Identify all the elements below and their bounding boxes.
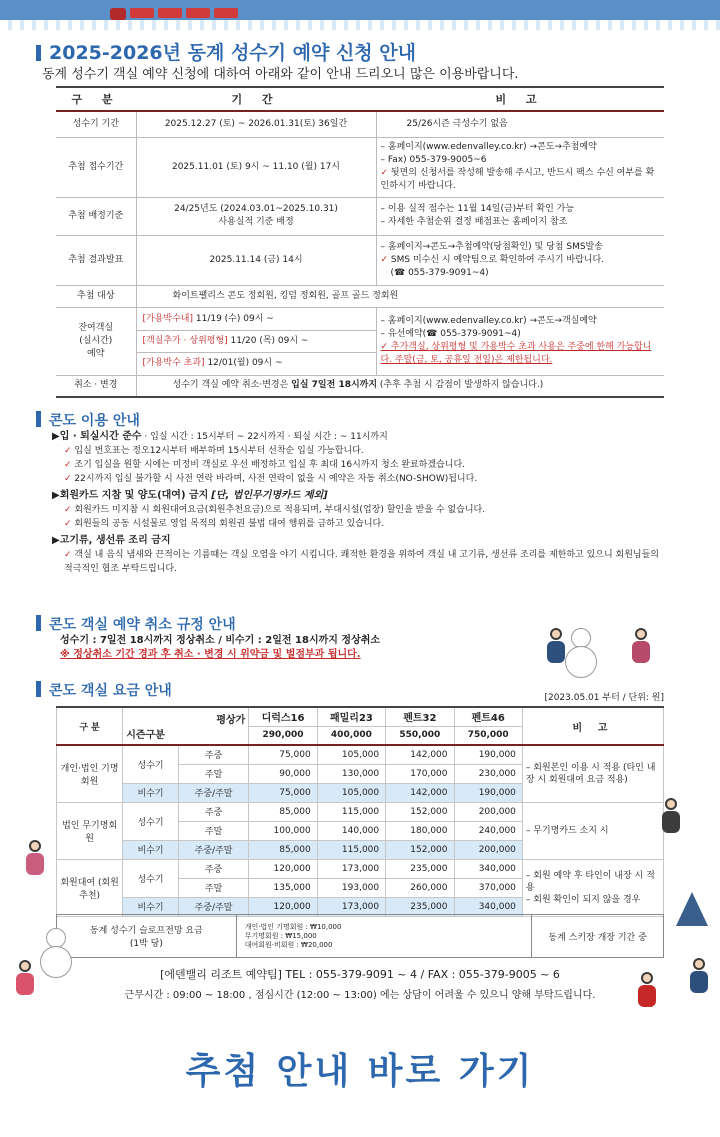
check-icon: ✓	[380, 342, 389, 352]
note-cell: – 홈페이지(www.edenvalley.co.kr) →콘도→객실예약 – 유선예약(☎ 055-379-9091~4) ✓ 추가객실, 상위평형 및 가용박수 초과 사용은 주중에 한해 가능합니다. 주말(금, 토, 공휴일 전일)은 제한됩니다.	[376, 307, 664, 375]
note-text: 자세한 추첨순위 결정 배점표는 홈페이지 참조	[387, 217, 568, 227]
season-label: 비수기	[123, 897, 179, 916]
slope-price: 대여회원·비회원 : ₩20,000	[244, 940, 333, 949]
row-label: 추첨 배정기준	[56, 197, 136, 235]
rate-cell: 142,000	[386, 783, 454, 802]
group-note: – 회원본인 이용 시 적용 (타인 내장 시 회원대여 요금 적용)	[522, 745, 663, 802]
note-cell: – 홈페이지(www.edenvalley.co.kr) →콘도→추첨예약 – Fax) 055-379-9005~6 ✓ 뒷면의 신청서를 작성해 발송해 주시고, 반드시 팩스 수신 여부를 확인하시기 바랍니다.	[376, 137, 664, 197]
winter-header-band	[0, 0, 720, 30]
rate-cell: 152,000	[386, 840, 454, 859]
header-note: 비 고	[376, 87, 664, 111]
check-icon: ✓	[380, 254, 389, 265]
head-division: 구 분	[57, 707, 123, 745]
rate-cell: 370,000	[454, 878, 522, 897]
season-label: 성수기	[123, 745, 179, 783]
rate-cell: 340,000	[454, 859, 522, 878]
room-name: 디럭스16	[249, 707, 317, 726]
rate-cell: 140,000	[317, 821, 385, 840]
cancel-policy-line: 성수기 : 7일전 18시까지 정상취소 / 비수기 : 2일전 18시까지 정상취소	[60, 635, 381, 646]
rates-table	[56, 706, 664, 917]
page-title: 2025-2026년 동계 성수기 예약 신청 안내	[36, 38, 416, 65]
season-label: 성수기	[123, 802, 179, 840]
head-season: 시즌구분	[126, 730, 165, 741]
slope-price: 개인·법인 기명회원 : ₩10,000	[244, 922, 342, 931]
rate-cell: 85,000	[249, 840, 317, 859]
cooking-heading: ▶고기류, 생선류 조리 금지	[52, 535, 171, 546]
day-label: 주중/주말	[178, 783, 249, 802]
card-note: ✓ 회원카드 미지참 시 회원대여요금(회원추천요금)으로 적용되며, 부대시설(업장) 할인을 받을 수 없습니다.	[64, 505, 486, 515]
day-label: 주중/주말	[178, 897, 249, 916]
rate-cell: 120,000	[249, 897, 317, 916]
check-icon: ✓	[64, 460, 72, 470]
group-note: – 무기명카드 소지 시	[522, 802, 663, 859]
day-label: 주말	[178, 764, 249, 783]
check-icon: ✓	[64, 550, 72, 560]
checkin-note: ✓ 입실 번호표는 정오12시부터 배부하며 15시부터 선착순 입실 가능합니다.	[64, 446, 364, 456]
working-hours: 근무시간 : 09:00 ~ 18:00 , 점심시간 (12:00 ~ 13:00) 에는 상담이 어려울 수 있으니 양해 부탁드립니다.	[124, 990, 596, 1001]
slope-label-line: (1박 당)	[129, 939, 163, 949]
tag-date: 12/01(월) 09시 ~	[207, 357, 283, 368]
child-snowball-illustration	[630, 628, 652, 668]
rate-cell: 152,000	[386, 802, 454, 821]
reservation-schedule-table	[56, 86, 664, 398]
rate-cell: 115,000	[317, 840, 385, 859]
row-label: 추첨 대상	[56, 285, 136, 307]
slope-note: 동계 스키장 개장 기간 중	[532, 915, 664, 958]
row-label: 성수기 기간	[56, 111, 136, 137]
slope-prices	[236, 915, 532, 958]
header-period: 기 간	[136, 87, 376, 111]
note-text: 홈페이지(www.edenvalley.co.kr) →콘도→객실예약	[387, 316, 597, 326]
cooking-note: ✓ 객실 내 음식 냄새와 끈적이는 기름때는 객실 오염을 야기 시킵니다. 쾌적한 환경을 위하여 객실 내 고기류, 생선류 조리를 제한하고 있으니 회원님들의 적극적인 협조 부탁드립니다.	[64, 550, 660, 574]
period-line: 24/25년도 (2024.03.01~2025.10.31)	[174, 204, 338, 214]
group-name: 법인 무기명회원	[57, 802, 123, 859]
label-line: (실시간)	[79, 335, 113, 346]
row-label	[56, 307, 136, 375]
room-name: 펜트46	[454, 707, 522, 726]
list-price: 750,000	[454, 726, 522, 745]
day-label: 주중/주말	[178, 840, 249, 859]
rate-cell: 200,000	[454, 802, 522, 821]
rate-cell: 340,000	[454, 897, 522, 916]
head-size: 평상가	[216, 715, 246, 726]
checkin-note: ✓ 22시까지 입실 불가할 시 사전 연락 바라며, 사전 연락이 없을 시 예약은 자동 취소(NO-SHOW)됩니다.	[64, 474, 478, 484]
rate-cell: 75,000	[249, 783, 317, 802]
head-size-season	[123, 707, 249, 745]
checkin-times: · 입실 시간 : 15시부터 ~ 22시까지 · 퇴실 시간 : ~ 11시까지	[141, 432, 388, 442]
checkin-note: ✓ 조기 입실을 원할 시에는 미정비 객실로 우선 배정하고 입실 후 최대 16시까지 청소 완료하겠습니다.	[64, 460, 465, 470]
rates-title: 콘도 객실 요금 안내	[36, 680, 172, 700]
rate-cell: 173,000	[317, 897, 385, 916]
note-cell: – 홈페이지→콘도→추첨예약(당첨확인) 및 당첨 SMS발송 ✓ SMS 미수신 시 예약팀으로 확인하여 주시기 바랍니다. (☎ 055-379-9091~4)	[376, 235, 664, 285]
tag-date: 11/20 (목) 09시 ~	[230, 335, 309, 346]
rate-cell: 193,000	[317, 878, 385, 897]
slope-view-table	[56, 914, 664, 958]
list-price: 400,000	[317, 726, 385, 745]
check-icon: ✓	[64, 519, 72, 529]
rate-cell: 170,000	[386, 764, 454, 783]
slope-label	[57, 915, 237, 958]
season-label: 비수기	[123, 783, 179, 802]
rate-cell: 142,000	[386, 745, 454, 764]
tag-date: 11/19 (수) 09시 ~	[195, 313, 274, 324]
period-value: 2025.11.01 (토) 9시 ~ 11.10 (월) 17시	[136, 137, 376, 197]
rate-cell: 90,000	[249, 764, 317, 783]
condo-use-section	[52, 430, 672, 576]
rate-cell: 75,000	[249, 745, 317, 764]
card-note: ✓ 회원들의 공동 시설물로 영업 목적의 회원권 불법 대여 행위를 금하고 있습니다.	[64, 519, 385, 529]
snowman-illustration	[565, 628, 597, 678]
day-label: 주중	[178, 802, 249, 821]
tag-label: [객실추가 · 상위평형]	[142, 335, 228, 346]
cancel-text: (추후 추첨 시 감점이 발생하지 않습니다.)	[377, 380, 544, 391]
tag-label: [가용박수 초과]	[142, 357, 205, 368]
rate-cell: 260,000	[386, 878, 454, 897]
snow-border	[0, 20, 720, 30]
day-label: 주중	[178, 745, 249, 764]
period-value: 2025.12.27 (토) ~ 2026.01.31(토) 36일간	[136, 111, 376, 137]
rate-cell: 130,000	[317, 764, 385, 783]
room-name: 패밀리23	[317, 707, 385, 726]
cancel-policy-title: 콘도 객실 예약 취소 규정 안내	[36, 614, 236, 634]
note-text: 추가객실, 상위평형 및 가용박수 초과 사용은 주중에 한해 가능합니다. 주말(금, 토, 공휴일 전일)은 제한됩니다.	[380, 342, 652, 365]
label-line: 예약	[87, 348, 105, 359]
period-value: 2025.11.14 (금) 14시	[136, 235, 376, 285]
group-name: 개인·법인 기명회원	[57, 745, 123, 802]
rate-cell: 200,000	[454, 840, 522, 859]
child-right-illustration	[660, 798, 682, 838]
season-label: 성수기	[123, 859, 179, 897]
rate-cell: 230,000	[454, 764, 522, 783]
group-note: – 회원 예약 후 타인이 내장 시 적용 – 회원 확인이 되지 않을 경우	[522, 859, 663, 916]
rate-cell: 105,000	[317, 783, 385, 802]
contact-line: [에덴밸리 리조트 예약팀] TEL : 055-379-9091 ~ 4 / FAX : 055-379-9005 ~ 6	[160, 968, 560, 981]
cancel-rule	[136, 375, 664, 397]
cancel-policy-warning: ※ 정상취소 기간 경과 후 취소 · 변경 시 위약금 및 벌점부과 됩니다.	[60, 649, 361, 660]
condo-use-title: 콘도 이용 안내	[36, 410, 140, 430]
check-icon: ✓	[380, 168, 389, 178]
lottery-guide-button[interactable]: 추첨 안내 바로 가기	[185, 1051, 535, 1092]
cancel-deadline: 입실 7일전 18시까지	[291, 380, 378, 391]
rate-cell: 180,000	[386, 821, 454, 840]
rate-cell: 240,000	[454, 821, 522, 840]
rate-cell: 235,000	[386, 897, 454, 916]
list-price: 290,000	[249, 726, 317, 745]
note-text: 이용 실적 점수는 11월 14일(금)부터 확인 가능	[387, 204, 575, 214]
rate-cell: 190,000	[454, 745, 522, 764]
row-label: 추첨 결과발표	[56, 235, 136, 285]
day-label: 주말	[178, 821, 249, 840]
season-label: 비수기	[123, 840, 179, 859]
period-line: 사용실적 기준 배정	[218, 217, 294, 227]
header-division: 구 분	[56, 87, 136, 111]
note-text: 유선예약(☎ 055-379-9091~4)	[387, 329, 521, 339]
check-icon: ✓	[64, 474, 72, 484]
cancel-text: 성수기 객실 예약 취소·변경은	[172, 380, 292, 391]
rate-cell: 190,000	[454, 783, 522, 802]
intro-text: 동계 성수기 객실 예약 신청에 대하여 아래와 같이 안내 드리오니 많은 이용바랍니다.	[42, 67, 519, 82]
period-cell	[136, 197, 376, 235]
group-name: 회원대여 (회원추천)	[57, 859, 123, 916]
note-cell: – 이용 실적 점수는 11월 14일(금)부터 확인 가능 – 자세한 추첨순위 결정 배점표는 홈페이지 참조	[376, 197, 664, 235]
note-text: 홈페이지→콘도→추첨예약(당첨확인) 및 당첨 SMS발송	[387, 241, 603, 252]
slope-price: 무기명회원 : ₩15,000	[244, 931, 317, 940]
rate-cell: 115,000	[317, 802, 385, 821]
pine-tree-illustration	[676, 892, 708, 926]
note-text: SMS 미수신 시 예약팀으로 확인하여 주시기 바랍니다.	[390, 254, 605, 265]
rate-cell: 135,000	[249, 878, 317, 897]
rate-cell: 85,000	[249, 802, 317, 821]
rate-cell: 235,000	[386, 859, 454, 878]
remaining-schedule-cell	[136, 307, 376, 375]
tag-label: [가용박수내]	[142, 313, 193, 324]
check-icon: ✓	[64, 505, 72, 515]
note-text: Fax) 055-379-9005~6	[387, 155, 487, 165]
child-skier-illustration	[545, 628, 567, 668]
label-line: 잔여객실	[78, 322, 114, 333]
rates-meta: [2023.05.01 부터 / 단위: 원]	[544, 693, 664, 703]
note-text: 홈페이지(www.edenvalley.co.kr) →콘도→추첨예약	[387, 142, 597, 152]
day-label: 주말	[178, 878, 249, 897]
note-text: 뒷면의 신청서를 작성해 발송해 주시고, 반드시 팩스 수신 여부를 확인하시기 바랍니다.	[380, 168, 655, 191]
rate-cell: 100,000	[249, 821, 317, 840]
checkin-heading: ▶입 · 퇴실시간 준수	[52, 431, 142, 442]
train-illustration	[110, 8, 238, 20]
room-name: 펜트32	[386, 707, 454, 726]
slope-label-line: 동계 성수기 슬로프전망 요금	[89, 926, 203, 936]
card-heading: ▶회원카드 지참 및 양도(대여) 금지	[52, 490, 209, 501]
note-value: 25/26시즌 극성수기 없음	[376, 111, 664, 137]
row-label: 취소 · 변경	[56, 375, 136, 397]
head-note: 비 고	[522, 707, 663, 745]
rate-cell: 105,000	[317, 745, 385, 764]
list-price: 550,000	[386, 726, 454, 745]
phone-text: (☎ 055-379-9091~4)	[390, 267, 489, 278]
rate-cell: 120,000	[249, 859, 317, 878]
check-icon: ✓	[64, 446, 72, 456]
day-label: 주중	[178, 859, 249, 878]
child-left-upper-illustration	[24, 840, 46, 880]
rate-cell: 173,000	[317, 859, 385, 878]
row-label: 추첨 접수기간	[56, 137, 136, 197]
card-heading-note: [단, 법인무기명카드 제외]	[211, 490, 328, 501]
target-value: 화이트팰리스 콘도 정회원, 킹덤 정회원, 골프 골드 정회원	[136, 285, 664, 307]
